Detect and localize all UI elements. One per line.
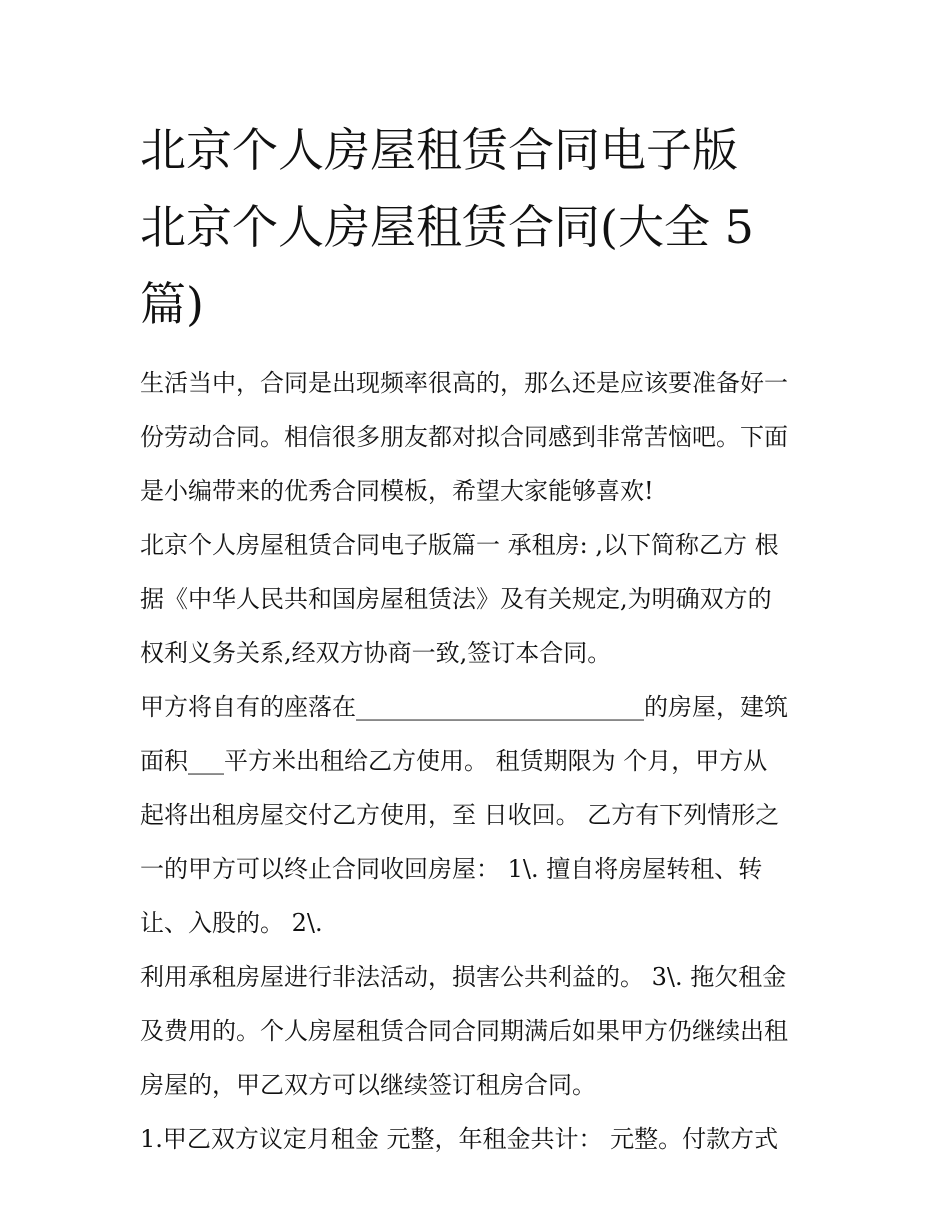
body-line: 起将出租房屋交付乙方使用，至 日收回。 乙方有下列情形之 bbox=[140, 801, 780, 829]
title-line: 篇) bbox=[140, 277, 204, 331]
body-line: 权利义务关系,经双方协商一致,签订本合同。 bbox=[140, 639, 612, 667]
body-line: 利用承租房屋进行非法活动，损害公共利益的。 3\. 拖欠租金 bbox=[140, 963, 787, 991]
body-line: 房屋的，甲乙双方可以继续签订租房合同。 bbox=[140, 1071, 596, 1099]
body-line: 让、入股的。 2\. bbox=[140, 909, 323, 937]
body-line: 生活当中，合同是出现频率很高的，那么还是应该要准备好一 bbox=[140, 369, 788, 397]
body-line: 甲方将自有的座落在________________________的房屋，建筑 bbox=[140, 693, 788, 721]
document-body bbox=[140, 356, 820, 1166]
body-line: 1.甲乙双方议定月租金 元整，年租金共计： 元整。付款方式 bbox=[140, 1125, 779, 1153]
title-line: 北京个人房屋租赁合同(大全 5 bbox=[140, 200, 754, 254]
body-line: 据《中华人民共和国房屋租赁法》及有关规定,为明确双方的 bbox=[140, 585, 772, 613]
body-line: 一的甲方可以终止合同收回房屋： 1\. 擅自将房屋转租、转 bbox=[140, 855, 763, 883]
body-line: 是小编带来的优秀合同模板，希望大家能够喜欢! bbox=[140, 477, 654, 505]
body-line: 面积___平方米出租给乙方使用。 租赁期限为 个月，甲方从 bbox=[140, 747, 768, 775]
body-line: 及费用的。个人房屋租赁合同合同期满后如果甲方仍继续出租 bbox=[140, 1017, 788, 1045]
title-line: 北京个人房屋租赁合同电子版 bbox=[140, 123, 738, 177]
body-line: 北京个人房屋租赁合同电子版篇一 承租房: ,以下简称乙方 根 bbox=[140, 531, 779, 559]
body-line: 份劳动合同。相信很多朋友都对拟合同感到非常苦恼吧。下面 bbox=[140, 423, 788, 451]
document-title bbox=[140, 112, 820, 343]
